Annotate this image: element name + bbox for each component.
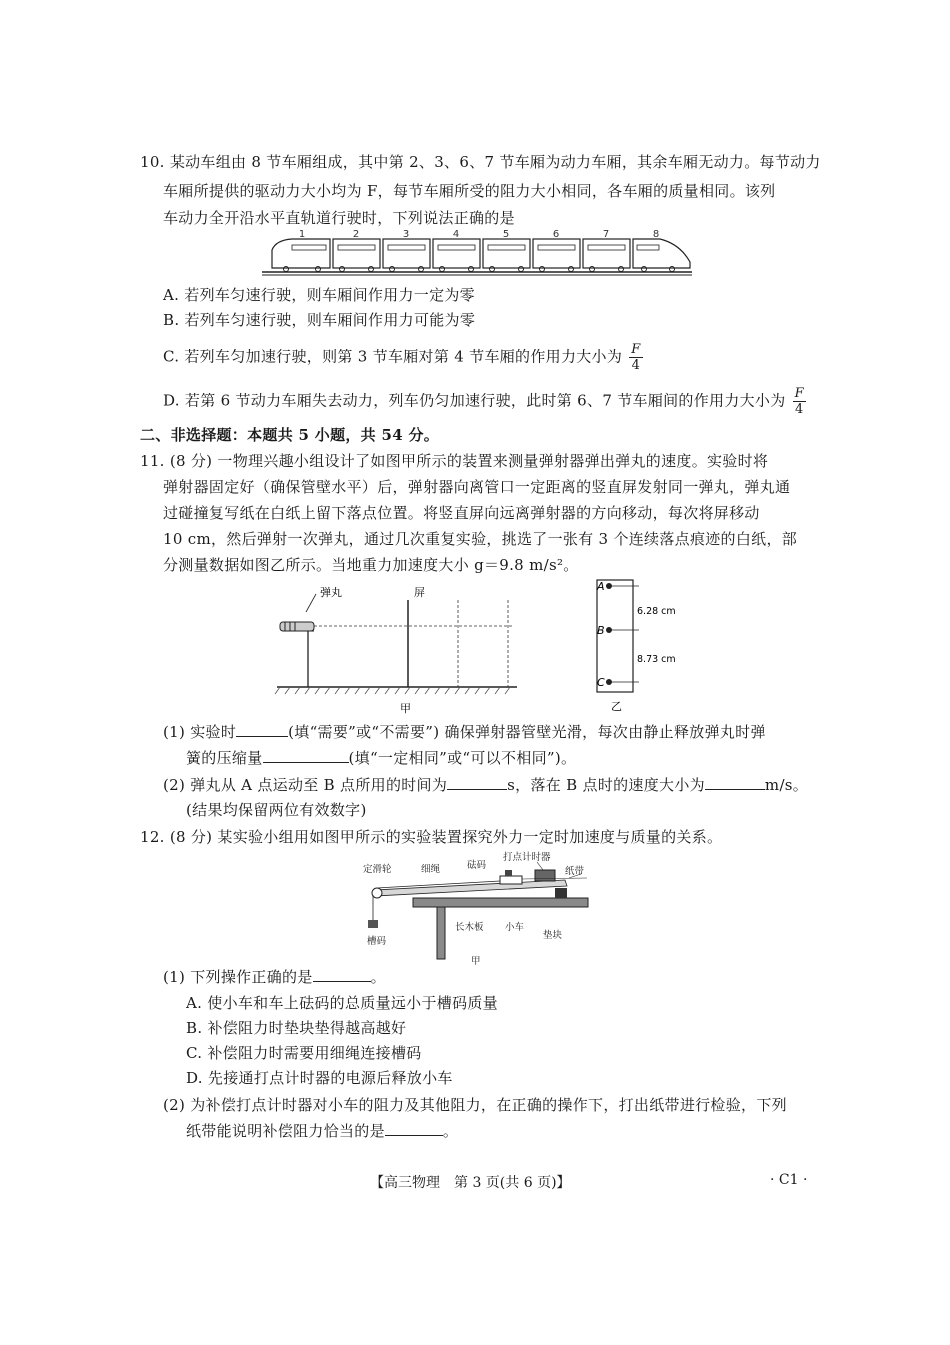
answer-blank-1[interactable]: [236, 722, 288, 737]
q11-figure-a: [272, 582, 522, 717]
car-number-8: 8: [652, 229, 660, 240]
q12-sub1-end: 。: [370, 968, 386, 986]
q11-figure-b: [585, 578, 695, 713]
q10-option-a: A. 若列车匀速行驶，则车厢间作用力一定为零: [163, 286, 475, 304]
q11-line-2: 弹射器固定好（确保管壁水平）后，弹射器向离管口一定距离的竖直屏发射同一弹丸，弹丸通: [163, 478, 791, 496]
weight-icon: [505, 870, 512, 876]
point-b-dot: [606, 627, 612, 633]
launcher-icon: [280, 622, 314, 687]
q10-line-1: 10. 某动车组由 8 节车厢组成，其中第 2、3、6、7 节车厢为动力车厢，其余车厢无动力。每节动力: [140, 153, 821, 171]
train-car-1: [272, 239, 330, 272]
q12-sub2-line-1: (2) 为补偿打点计时器对小车的阻力及其他阻力，在正确的操作下，打出纸带进行检验，下列: [163, 1096, 787, 1114]
label-rope: 细绳: [421, 864, 441, 875]
car-number-4: 4: [452, 229, 460, 240]
q12-option-c: C. 补偿阻力时需要用细绳连接槽码: [186, 1044, 422, 1062]
q11-line-3: 过碰撞复写纸在白纸上留下落点位置。将竖直屏向远离弹射器的方向移动，每次将屏移动: [163, 504, 760, 522]
q10-option-c-text: C. 若列车匀加速行驶，则第 3 节车厢对第 4 节车厢的作用力大小为: [163, 347, 623, 366]
car-number-2: 2: [352, 229, 360, 240]
fraction-f-over-4: $\frac{F}{4}$: [631, 342, 641, 373]
q11-sub1-text-c: 簧的压缩量: [186, 749, 263, 767]
cart-icon: [500, 876, 522, 884]
label-hook-weight: 槽码: [367, 936, 387, 947]
q10-option-b: B. 若列车匀速行驶，则车厢间作用力可能为零: [163, 311, 476, 329]
car-number-3: 3: [402, 229, 410, 240]
q12-sub2-line-2: [186, 1121, 458, 1141]
section-2-heading: 二、非选择题：本题共 5 小题，共 54 分。: [140, 426, 440, 444]
q11-sub2-text-a: (2) 弹丸从 A 点运动至 B 点所用的时间为: [163, 776, 448, 794]
distance-bc: 8.73 cm: [637, 654, 676, 665]
hook-weight-icon: [368, 920, 378, 928]
train-car-8: [633, 239, 690, 272]
q11-sub2-line-2: (结果均保留两位有效数字): [186, 801, 367, 819]
q11-sub1-text-a: (1) 实验时: [163, 723, 237, 741]
q10-option-d: [163, 386, 806, 417]
label-weight: 砝码: [467, 860, 487, 871]
q12-sub2-end: 。: [442, 1122, 459, 1140]
timer-icon: [535, 870, 555, 881]
wedge-block: [555, 888, 567, 898]
label-pulley: 定滑轮: [363, 864, 392, 875]
q12-option-b: B. 补偿阻力时垫块垫得越高越好: [186, 1019, 407, 1037]
q12-sub1-text: (1) 下列操作正确的是: [163, 968, 313, 986]
q11-sub1-text-b: (填“需要”或“不需要”) 确保弹射器管壁光滑，每次由静止释放弹丸时弹: [288, 723, 766, 741]
q12-intro: 12. (8 分) 某实验小组用如图甲所示的实验装置探究外力一定时加速度与质量的关系。: [140, 828, 723, 846]
q11-sub1-line-1: [163, 722, 766, 742]
fraction-f-over-4-d: $\frac{F}{4}$: [794, 386, 804, 417]
label-tape: 纸带: [565, 866, 585, 877]
car-number-5: 5: [502, 229, 510, 240]
q11-line-4: 10 cm，然后弹射一次弹丸，通过几次重复实验，挑选了一张有 3 个连续落点痕迹的白纸，部: [163, 530, 798, 548]
q12-option-a: A. 使小车和车上砝码的总质量远小于槽码质量: [186, 994, 498, 1012]
q10-option-c: [163, 342, 643, 373]
answer-blank-4[interactable]: [705, 775, 765, 790]
answer-blank-3[interactable]: [447, 775, 507, 790]
label-block: 垫块: [543, 930, 563, 941]
answer-blank-6[interactable]: [385, 1121, 443, 1136]
answer-blank-2[interactable]: [263, 748, 349, 763]
ball-label: 弹丸: [320, 586, 342, 599]
point-c-label: C: [597, 676, 605, 689]
q11-line-1: 11. (8 分) 一物理兴趣小组设计了如图甲所示的装置来测量弹射器弹出弹丸的速度。实验时将: [140, 452, 769, 470]
pulley-icon: [372, 888, 382, 898]
q12-figure-caption: 甲: [471, 956, 481, 967]
q11-sub1-text-d: (填“一定相同”或“可以不相同”)。: [348, 749, 577, 767]
q12-sub2-text: 纸带能说明补偿阻力恰当的是: [186, 1122, 385, 1140]
page-footer: 【高三物理 第 3 页(共 6 页)】: [370, 1175, 571, 1191]
car-number-1: 1: [298, 229, 306, 240]
figure-b-caption: 乙: [611, 700, 622, 713]
point-b-label: B: [597, 624, 605, 637]
q11-sub2-line-1: [163, 775, 808, 795]
car-number-6: 6: [552, 229, 560, 240]
point-a-label: A: [597, 580, 605, 593]
q10-line-3: 车动力全开沿水平直轨道行驶时，下列说法正确的是: [163, 209, 515, 227]
page-code: · C1 ·: [770, 1172, 808, 1188]
q11-sub2-text-c: m/s。: [764, 776, 809, 794]
point-a-dot: [606, 583, 612, 589]
q10-option-d-text: D. 若第 6 节动力车厢失去动力，列车仍匀加速行驶，此时第 6、7 节车厢间的作用力大小为: [163, 391, 786, 410]
distance-ab: 6.28 cm: [637, 606, 676, 617]
q11-sub2-text-b: s，落在 B 点时的速度大小为: [507, 776, 705, 794]
point-c-dot: [606, 679, 612, 685]
q12-sub1: [163, 967, 386, 987]
q11-line-5: 分测量数据如图乙所示。当地重力加速度大小 g＝9.8 m/s²。: [163, 556, 579, 574]
train-cars-middle: [333, 239, 630, 272]
q11-sub1-line-2: [186, 748, 576, 768]
answer-blank-5[interactable]: [313, 967, 371, 982]
figure-a-caption: 甲: [400, 702, 411, 715]
q12-figure: [355, 848, 600, 968]
label-cart: 小车: [505, 922, 525, 933]
q10-line-2: 车厢所提供的驱动力大小均为 F，每节车厢所受的阻力大小相同，各车厢的质量相同。该列: [163, 182, 776, 200]
q12-option-d: D. 先接通打点计时器的电源后释放小车: [186, 1069, 453, 1087]
screen-label: 屏: [414, 586, 425, 599]
label-board: 长木板: [455, 922, 484, 933]
car-number-7: 7: [602, 229, 610, 240]
train-figure: [262, 228, 692, 276]
label-timer: 打点计时器: [503, 852, 551, 863]
